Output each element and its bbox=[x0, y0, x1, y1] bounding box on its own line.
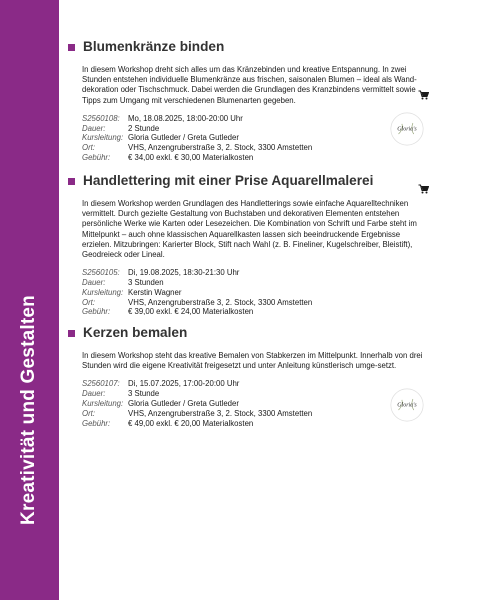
svg-text:Gloria's: Gloria's bbox=[397, 126, 417, 133]
gebuehr-label: Gebühr: bbox=[82, 153, 111, 162]
course-description: In diesem Workshop steht das kreative Bemalen von Stabkerzen im Mittelpunkt. Innerhalb von drei Stunden wird die eigene Kreativität freigesetzt und unter Anleitung künstlerisch umge-setzt. bbox=[82, 351, 423, 371]
course-instructor: Kerstin Wagner bbox=[128, 287, 182, 297]
course-title: Kerzen bemalen bbox=[83, 325, 188, 340]
course-description: In diesem Workshop dreht sich alles um das Kränzebinden und kreative Entspannung. In zwei Stunden entstehen individuelle Blumenkränze aus frischen, saisonalen Blumen – ideal als Wand-dekoration oder Tischschmuck. Dabei werden die Grundlagen des Kranzbindens vermittelt sowie Tipps zum Umgang mit verschiedenen Blumenarten gegeben. bbox=[82, 65, 417, 105]
course-details bbox=[82, 114, 312, 163]
title-bullet-icon bbox=[68, 44, 75, 51]
category-sidebar bbox=[0, 0, 59, 600]
ort-label: Ort: bbox=[82, 408, 95, 418]
course-fee: € 34,00 exkl. € 30,00 Materialkosten bbox=[128, 153, 254, 162]
course-instructor: Gloria Gutleder / Greta Gutleder bbox=[128, 133, 239, 143]
instructor-logo bbox=[390, 388, 424, 422]
course-fee: € 39,00 exkl. € 24,00 Materialkosten bbox=[128, 307, 254, 317]
course-location: VHS, Anzengruberstraße 3, 2. Stock, 3300 Amstetten bbox=[128, 408, 313, 418]
svg-text:Gloria's: Gloria's bbox=[397, 402, 417, 409]
course-title: Handlettering mit einer Prise Aquarellmalerei bbox=[83, 173, 374, 188]
dauer-label: Dauer: bbox=[82, 389, 106, 399]
kursleitung-label: Kursleitung: bbox=[82, 287, 124, 297]
dauer-label: Dauer: bbox=[82, 278, 106, 288]
course-title: Blumenkränze binden bbox=[83, 39, 225, 54]
course-code: S2560108: bbox=[82, 113, 120, 123]
shopping-cart-icon[interactable] bbox=[418, 90, 429, 100]
title-bullet-icon bbox=[68, 178, 75, 185]
kursleitung-label: Kursleitung: bbox=[82, 399, 124, 408]
course-code: S2560107: bbox=[82, 379, 120, 389]
course-duration: 3 Stunden bbox=[128, 278, 164, 288]
course-date: Di, 15.07.2025, 17:00-20:00 Uhr bbox=[128, 379, 240, 389]
dauer-label: Dauer: bbox=[82, 123, 106, 133]
instructor-logo bbox=[390, 112, 424, 146]
gebuehr-label: Gebühr: bbox=[82, 307, 111, 317]
title-bullet-icon bbox=[68, 330, 75, 337]
course-details bbox=[82, 379, 312, 428]
course-blumenkraenze bbox=[68, 38, 430, 163]
course-duration: 2 Stunde bbox=[128, 123, 160, 133]
course-title-row bbox=[68, 172, 430, 190]
course-details bbox=[82, 268, 312, 317]
kursleitung-label: Kursleitung: bbox=[82, 133, 124, 143]
course-location: VHS, Anzengruberstraße 3, 2. Stock, 3300 Amstetten bbox=[128, 297, 313, 307]
category-title: Kreativität und Gestalten bbox=[18, 295, 39, 525]
course-code: S2560105: bbox=[82, 268, 120, 278]
ort-label: Ort: bbox=[82, 297, 95, 307]
ort-label: Ort: bbox=[82, 143, 95, 153]
gebuehr-label: Gebühr: bbox=[82, 418, 111, 428]
course-description: In diesem Workshop werden Grundlagen des Handletterings sowie einfache Aquarelltechniken vermittelt. Durch gezielte Gestaltung von Buchstaben und dekorativen Elementen entstehen persönliche Werke wie Karten oder Lesezeichen. Die Kombination von Schrift und Farbe steht im Mittelpunkt – auch ohne klassischen Aquarellkasten lassen sich beeindruckende Ergebnisse erzielen. Mitzubringen: Karierter Block, Stift nach Wahl (z. B. Fineliner, Kugelschreiber, Bleistift), Geodreieck oder Lineal. bbox=[82, 199, 417, 260]
course-fee: € 49,00 exkl. € 20,00 Materialkosten bbox=[128, 418, 254, 428]
shopping-cart-icon[interactable] bbox=[418, 184, 429, 194]
course-date: Di, 19.08.2025, 18:30-21:30 Uhr bbox=[128, 268, 240, 278]
course-location: VHS, Anzengruberstraße 3, 2. Stock, 3300 Amstetten bbox=[128, 143, 313, 153]
course-handlettering bbox=[68, 172, 430, 317]
course-title-row bbox=[68, 38, 430, 56]
course-kerzen bbox=[68, 324, 430, 428]
course-title-row bbox=[68, 324, 430, 342]
course-duration: 3 Stunde bbox=[128, 389, 160, 399]
course-date: Mo, 18.08.2025, 18:00-20:00 Uhr bbox=[128, 113, 243, 123]
course-instructor: Gloria Gutleder / Greta Gutleder bbox=[128, 399, 239, 408]
